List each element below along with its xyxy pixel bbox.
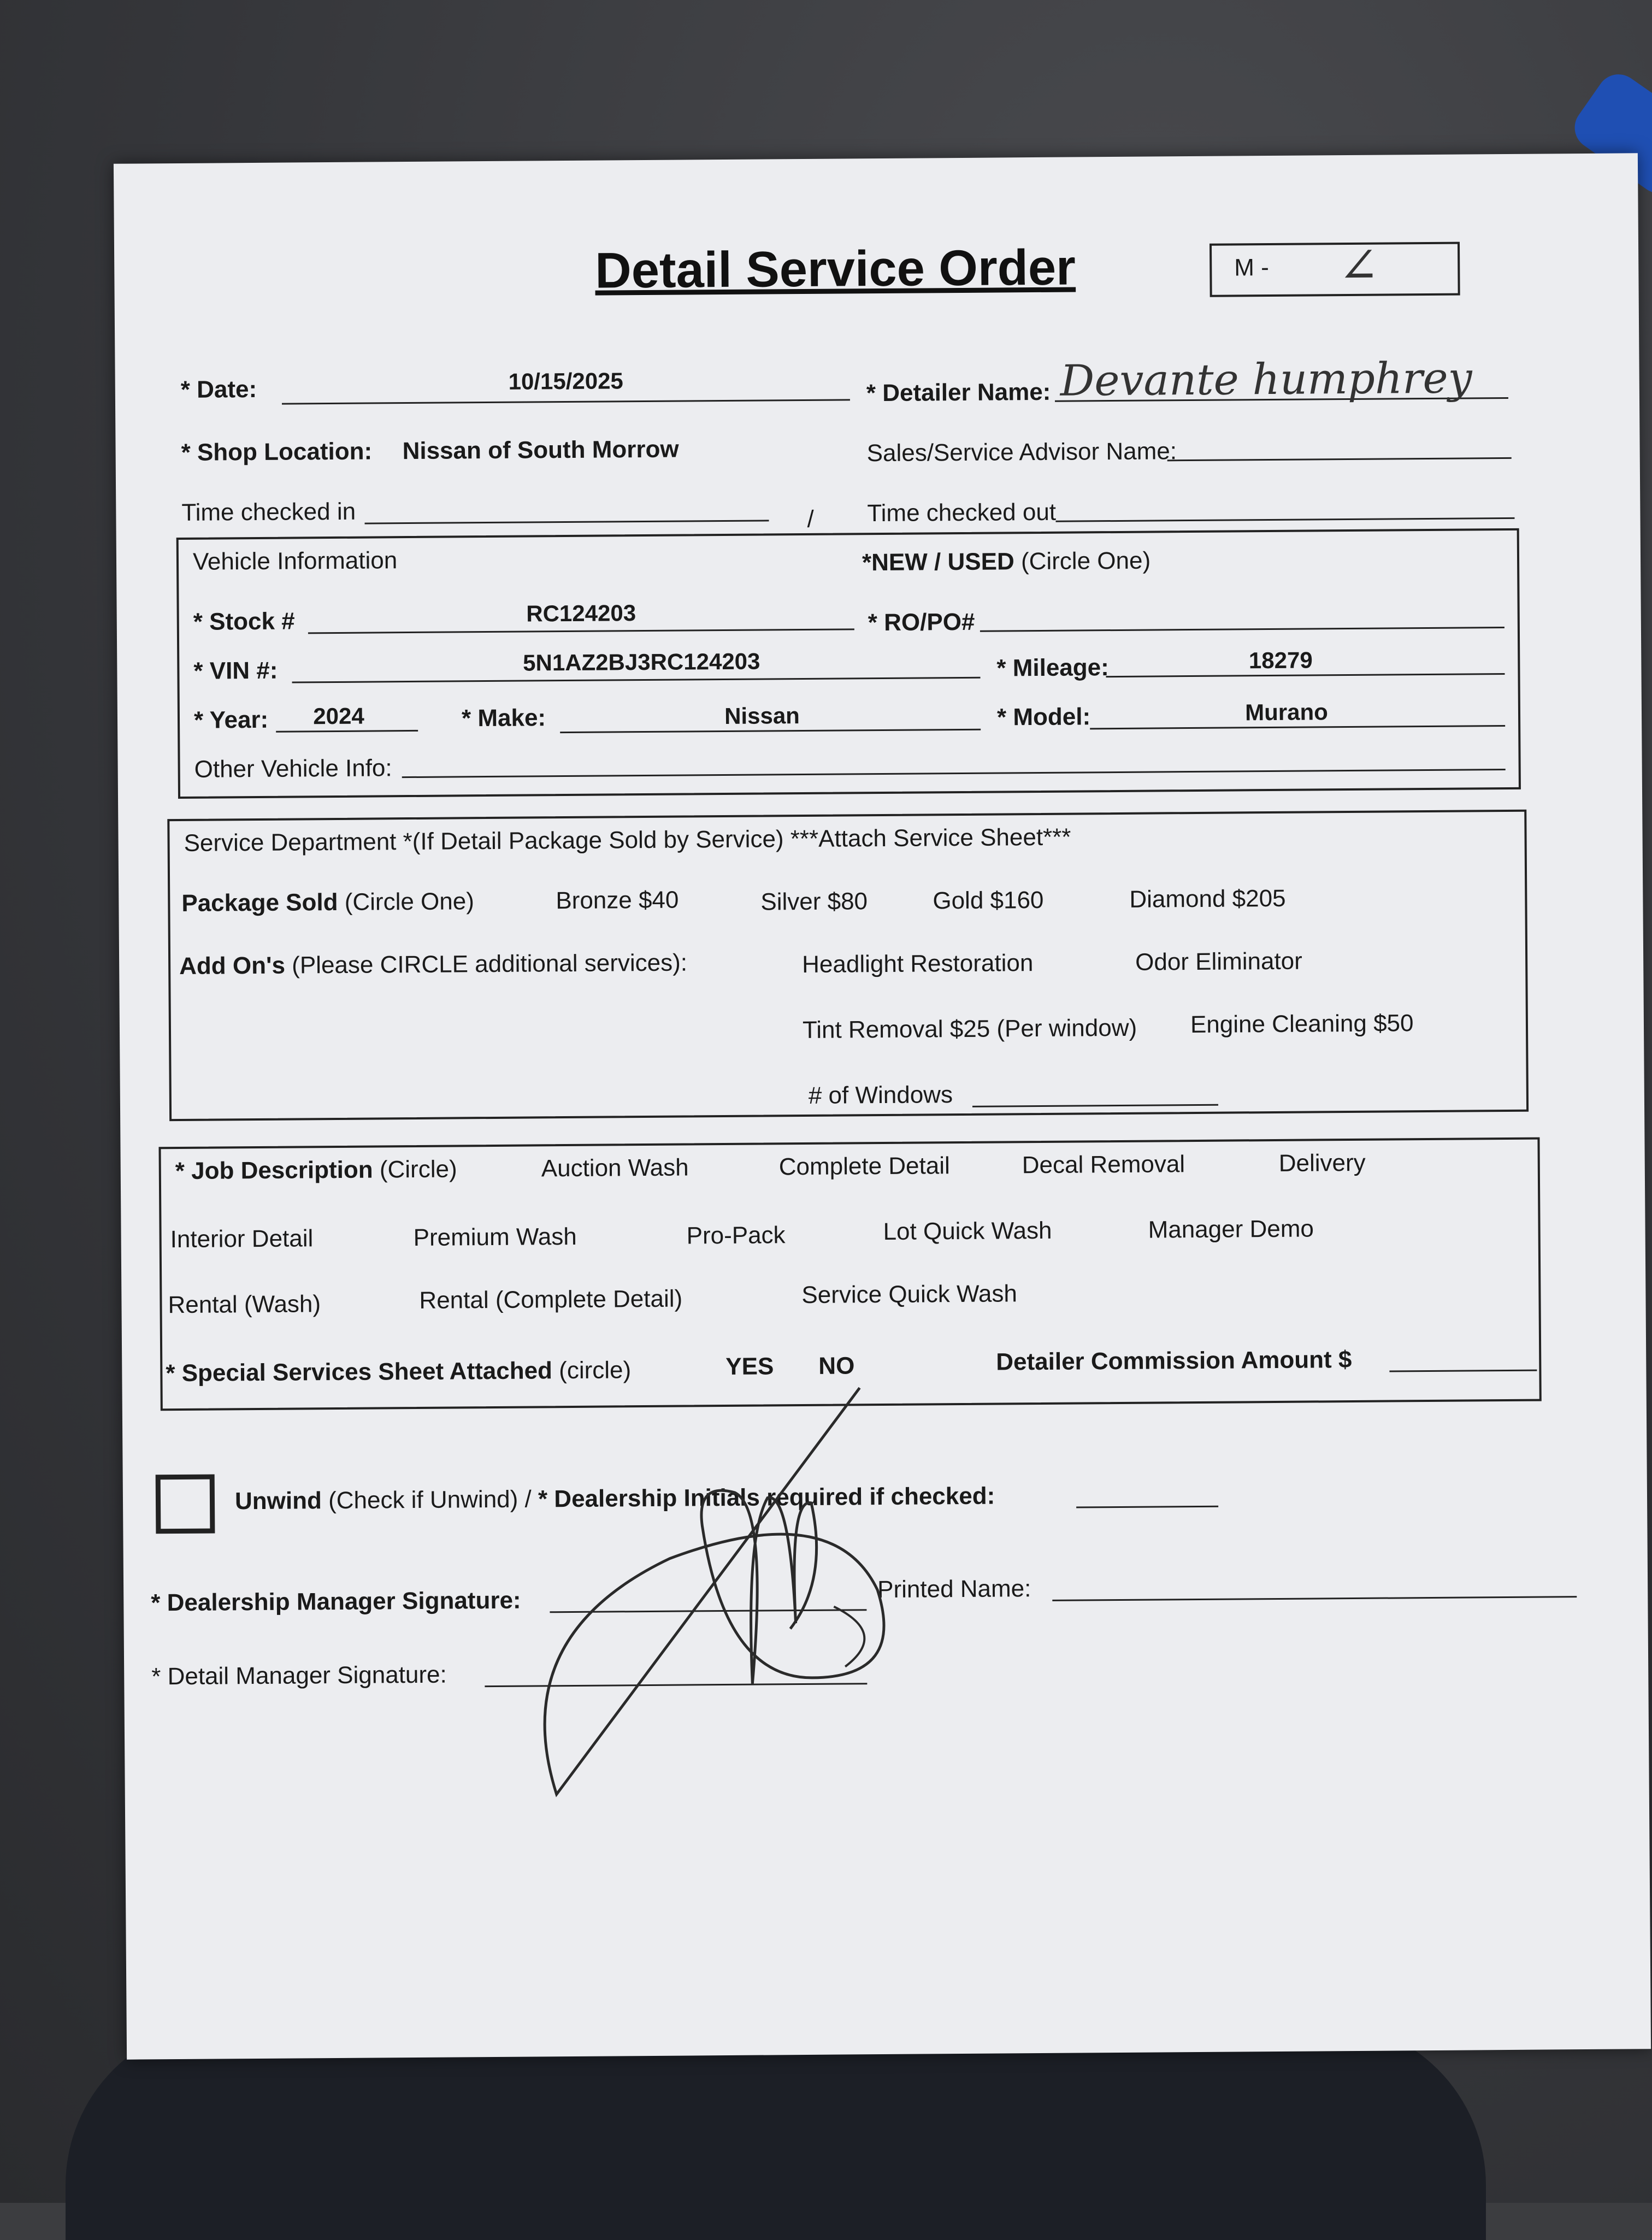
year-label: * Year: — [193, 706, 269, 734]
vin-label: * VIN #: — [193, 657, 278, 685]
add-ons-label: Add On's — [179, 952, 286, 980]
stock-label: * Stock # — [193, 608, 295, 635]
job-description-label: * Job Description — [175, 1156, 373, 1185]
new-used-label: *NEW / USED — [862, 548, 1014, 576]
addon-odor-eliminator[interactable]: Odor Eliminator — [1135, 947, 1303, 976]
time-checked-in-label: Time checked in — [181, 498, 356, 526]
special-services-label: * Special Services Sheet Attached — [166, 1357, 553, 1387]
job-complete-detail[interactable]: Complete Detail — [778, 1152, 950, 1181]
job-decal-removal[interactable]: Decal Removal — [1022, 1151, 1185, 1179]
addon-tint-removal[interactable]: Tint Removal $25 (Per window) — [802, 1014, 1137, 1044]
vehicle-information-heading: Vehicle Information — [192, 547, 398, 575]
job-rental-complete-detail[interactable]: Rental (Complete Detail) — [419, 1285, 683, 1314]
stock-value[interactable]: RC124203 — [526, 600, 636, 627]
add-ons-hint: (Please CIRCLE additional services): — [292, 949, 688, 979]
package-sold-hint: (Circle One) — [344, 888, 475, 916]
addon-headlight-restoration[interactable]: Headlight Restoration — [802, 950, 1034, 978]
job-pro-pack[interactable]: Pro-Pack — [686, 1222, 786, 1249]
windows-count-label: # of Windows — [808, 1081, 953, 1109]
job-premium-wash[interactable]: Premium Wash — [413, 1223, 577, 1251]
advisor-name-label: Sales/Service Advisor Name: — [866, 438, 1177, 467]
dealership-initials-label: * Dealership Initials required if checked: — [538, 1482, 995, 1513]
job-interior-detail[interactable]: Interior Detail — [170, 1225, 314, 1253]
make-label: * Make: — [461, 704, 546, 732]
year-value[interactable]: 2024 — [313, 703, 364, 729]
time-checked-out-label: Time checked out — [867, 498, 1057, 527]
special-services-yes[interactable]: YES — [725, 1353, 774, 1381]
model-value[interactable]: Murano — [1244, 699, 1328, 726]
package-sold-label: Package Sold — [181, 888, 338, 917]
new-used-hint: (Circle One) — [1020, 547, 1151, 575]
job-description-hint: (Circle) — [379, 1156, 457, 1183]
addon-engine-cleaning[interactable]: Engine Cleaning $50 — [1190, 1010, 1414, 1039]
shop-location-label: * Shop Location: — [181, 438, 373, 466]
package-diamond[interactable]: Diamond $205 — [1129, 885, 1286, 913]
detailer-name-signature[interactable]: Devante humphrey — [1060, 353, 1472, 406]
date-value[interactable]: 10/15/2025 — [508, 368, 623, 394]
mileage-value[interactable]: 18279 — [1248, 647, 1313, 674]
vin-value[interactable]: 5N1AZ2BJ3RC124203 — [523, 648, 760, 676]
date-label: * Date: — [180, 375, 257, 403]
detailer-name-label: * Detailer Name: — [866, 378, 1051, 407]
service-department-heading: Service Department *(If Detail Package Sold by Service) ***Attach Service Sheet*** — [184, 823, 1071, 857]
mileage-label: * Mileage: — [996, 654, 1109, 682]
handwritten-signature — [114, 153, 1651, 2059]
ro-po-label: * RO/PO# — [868, 608, 975, 636]
commission-amount-label: Detailer Commission Amount $ — [996, 1346, 1352, 1376]
job-delivery[interactable]: Delivery — [1278, 1149, 1366, 1177]
job-rental-wash[interactable]: Rental (Wash) — [168, 1290, 321, 1319]
package-silver[interactable]: Silver $80 — [760, 888, 868, 916]
unwind-label: Unwind — [234, 1487, 322, 1515]
job-service-quick-wash[interactable]: Service Quick Wash — [801, 1280, 1018, 1309]
printed-name-label: Printed Name: — [877, 1575, 1031, 1604]
m-number-label: M - — [1234, 254, 1269, 281]
service-order-sheet — [114, 153, 1651, 2059]
package-gold[interactable]: Gold $160 — [933, 886, 1044, 915]
special-services-no[interactable]: NO — [818, 1352, 855, 1380]
package-bronze[interactable]: Bronze $40 — [556, 886, 679, 915]
job-lot-quick-wash[interactable]: Lot Quick Wash — [883, 1217, 1052, 1245]
model-label: * Model: — [996, 703, 1091, 731]
time-separator: / — [807, 505, 814, 533]
dealership-manager-signature-label: * Dealership Manager Signature: — [151, 1587, 521, 1617]
unwind-hint: (Check if Unwind) / — [328, 1486, 539, 1514]
job-auction-wash[interactable]: Auction Wash — [541, 1154, 689, 1182]
page-title: Detail Service Order — [594, 239, 1076, 299]
shop-location-value[interactable]: Nissan of South Morrow — [402, 435, 679, 465]
other-vehicle-info-label: Other Vehicle Info: — [194, 754, 392, 783]
m-number-mark: ∠ — [1337, 237, 1380, 295]
detail-manager-signature-label: * Detail Manager Signature: — [151, 1661, 447, 1690]
special-services-hint: (circle) — [559, 1357, 632, 1384]
job-manager-demo[interactable]: Manager Demo — [1148, 1215, 1314, 1243]
make-value[interactable]: Nissan — [724, 703, 800, 729]
